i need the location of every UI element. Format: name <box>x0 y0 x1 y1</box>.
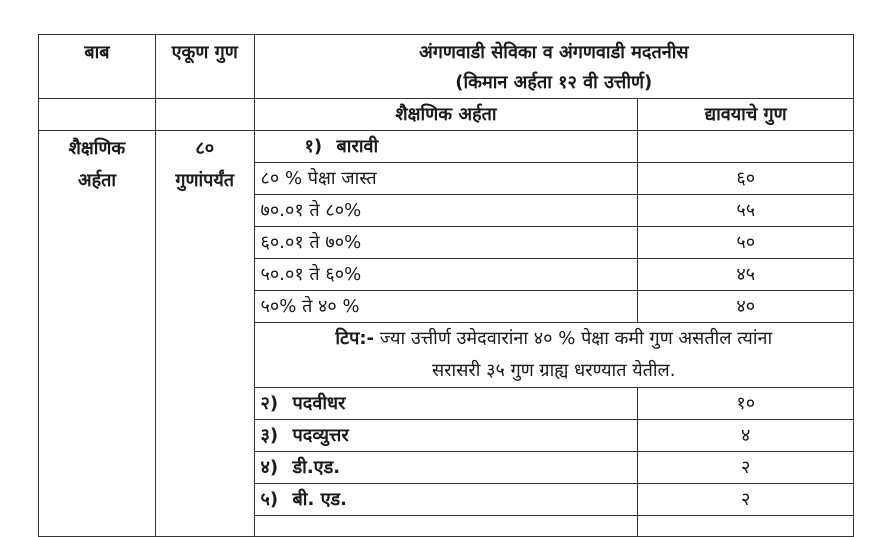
note-cell <box>254 323 853 388</box>
subheader-qualification: शैक्षणिक अर्हता <box>254 99 638 131</box>
note-line2: सरासरी ३५ गुण ग्राह्य धरण्यात येतील. <box>432 360 676 381</box>
header-item: बाब <box>39 35 156 99</box>
header-post <box>254 35 853 99</box>
grade-marks: ५५ <box>638 195 854 227</box>
grade-marks: ४५ <box>638 259 854 291</box>
qualification-marks: ४ <box>638 420 854 452</box>
header-post-title: अंगणवाडी सेविका व अंगणवाडी मदतनीस <box>419 42 689 63</box>
total-marks-cell: ८० गुणांपर्यंत <box>155 131 254 537</box>
grade-marks: ६० <box>638 163 854 195</box>
subheader-marks: द्यावयाचे गुण <box>638 99 854 131</box>
note-label: टिप:- <box>335 328 374 349</box>
header-post-subtitle: (किमान अर्हता १२ वी उत्तीर्ण) <box>455 72 653 93</box>
header-row <box>39 35 854 99</box>
note-line1: ज्या उत्तीर्ण उमेदवारांना ४० % पेक्षा कमी गुण असतील त्यांना <box>379 328 773 349</box>
category-cell: शैक्षणिक अर्हता <box>39 131 156 537</box>
qualification-marks: २ <box>638 452 854 484</box>
qualification-label: २) पदवीधर <box>254 388 638 420</box>
grade-range: ७०.०१ ते ८०% <box>254 195 638 227</box>
grade-range: ८० % पेक्षा जास्त <box>254 163 638 195</box>
qualification-label: ५) बी. एड. <box>254 484 638 516</box>
section1-label: १) बारावी <box>254 131 638 163</box>
subheader-row <box>39 99 854 131</box>
grade-marks: ४० <box>638 291 854 323</box>
header-total-marks: एकूण गुण <box>155 35 254 99</box>
qualification-marks: १० <box>638 388 854 420</box>
section1-row <box>39 131 854 163</box>
grade-range: ६०.०१ ते ७०% <box>254 227 638 259</box>
marks-table <box>38 34 854 537</box>
qualification-marks: २ <box>638 484 854 516</box>
qualification-label: ३) पदव्युत्तर <box>254 420 638 452</box>
grade-range: ५०% ते ४० % <box>254 291 638 323</box>
grade-range: ५०.०१ ते ६०% <box>254 259 638 291</box>
grade-marks: ५० <box>638 227 854 259</box>
qualification-label: ४) डी.एड. <box>254 452 638 484</box>
